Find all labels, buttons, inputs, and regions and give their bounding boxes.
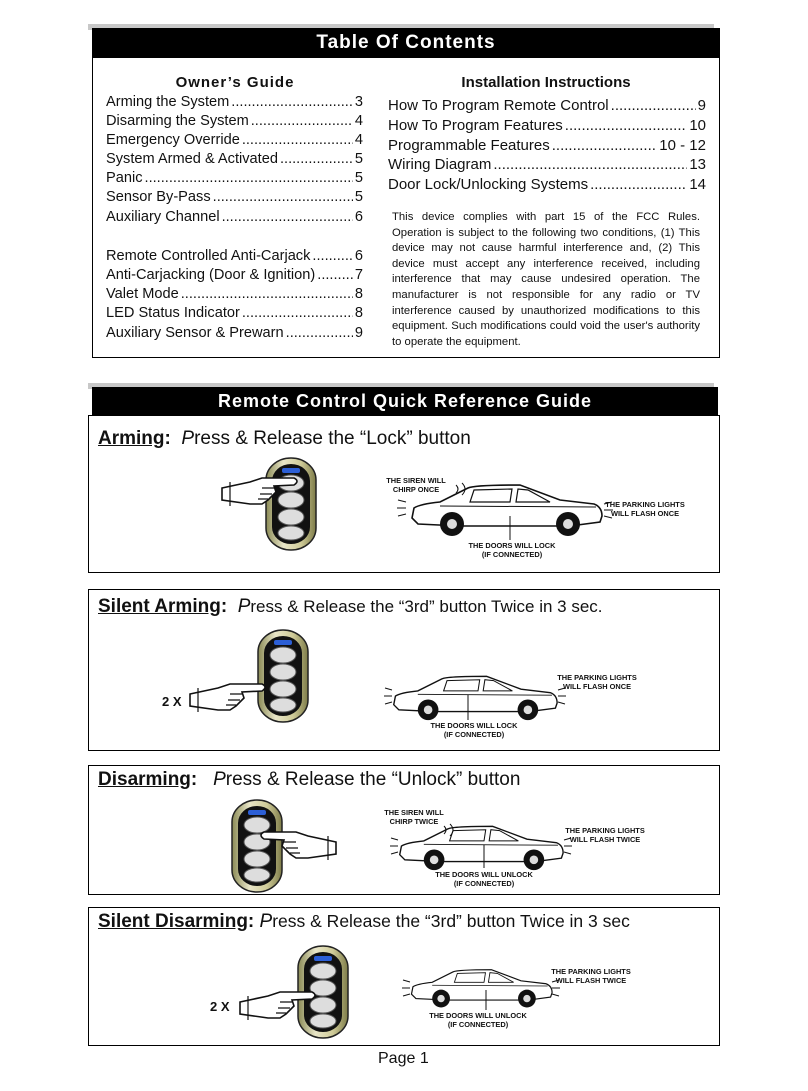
installation-entry-page: 10 - 12 [659,137,706,154]
silent-disarming-lights-caption: THE PARKING LIGHTS WILL FLASH TWICE [551,967,631,985]
silent-disarming-title: Silent Disarming: Press & Release the “3rd” button Twice in 3 sec [98,911,630,932]
arming-italic: P [181,428,195,449]
silent-arming-remote-icon [258,630,308,722]
qr-title: Remote Control Quick Reference Guide [217,391,593,411]
installation-entry-page: 10 [689,117,706,134]
disarming-label: Disarming [98,769,191,790]
silent-disarming-doors-caption: THE DOORS WILL UNLOCK (IF CONNECTED) [429,1011,527,1029]
owners-guide-entry-page: 6 [354,248,363,264]
disarming-siren-caption: THE SIREN WILL CHIRP TWICE [384,808,444,826]
silent-arming-car-icon [384,676,566,720]
installation-entry-label: Wiring Diagram [388,156,492,173]
silent-disarming-car-icon [402,970,560,1010]
owners-guide-entry-page: 4 [354,113,363,129]
arming-label: Arming [98,428,165,449]
arming-title: Arming: Press & Release the “Lock” button [98,428,471,449]
disarming-title: Disarming: Press & Release the “Unlock” button [98,769,521,790]
owners-guide-entry-page: 4 [354,132,363,148]
installation-entry-page: 13 [689,156,706,173]
owners-guide-entry-label: System Armed & Activated [106,151,278,167]
disarming-doors-caption: THE DOORS WILL UNLOCK (IF CONNECTED) [435,870,533,888]
owners-guide-entry-label: Disarming the System [106,113,249,129]
silent-arming-hand-icon [190,684,265,712]
owners-guide-entry-label: Panic [106,170,143,186]
silent-disarming-times: 2 X [210,999,230,1014]
silent-arming-title: Silent Arming: Press & Release the “3rd” button Twice in 3 sec. [98,596,603,617]
installation-entry-page: 14 [689,176,706,193]
fcc-notice: This device complies with part 15 of the FCC Rules. Operation is subject to the following two conditions, (1) This device may not cause harmful interference and, (2) This device must accept any interference received, including interference that may cause undesired operation. The manufacturer is not responsible for any radio or TV interference caused by unauthorized modifications to this equipment. Such modifications could void the user's authority to operate the equipment. [392,211,700,348]
installation-entry-label: How To Program Features [388,117,563,134]
owners-guide-entry-page: 5 [354,189,363,205]
owners-guide-entry-label: Emergency Override [106,132,240,148]
owners-guide-entry-page: 5 [354,170,363,186]
owners-guide-entry-label: Auxiliary Channel [106,209,220,225]
arming-instruction: ress & Release the “Lock” button [194,428,471,449]
disarming-italic: P [213,769,226,790]
owners-guide-entry-label: Auxiliary Sensor & Prewarn [106,325,284,341]
arming-doors-caption: THE DOORS WILL LOCK (IF CONNECTED) [468,541,556,559]
owners-guide-entry-page: 6 [354,209,363,225]
silent-arming-italic: P [237,596,251,617]
installation-entry-label: Door Lock/Unlocking Systems [388,176,589,193]
owners-guide-entry-page: 8 [354,286,363,302]
silent-arming-times: 2 X [162,694,182,709]
silent-arming-lights-caption: THE PARKING LIGHTS WILL FLASH ONCE [557,673,637,691]
disarming-remote-icon [232,800,282,892]
owners-guide-entry-label: Anti-Carjacking (Door & Ignition) [106,267,316,283]
owners-guide-entry-page: 8 [354,305,363,321]
installation-entry-page: 9 [697,97,706,114]
installation-entry-label: How To Program Remote Control [388,97,609,114]
owners-guide-heading: Owner’s Guide [175,74,295,91]
owners-guide-entry-label: LED Status Indicator [106,305,240,321]
silent-arming-doors-caption: THE DOORS WILL LOCK (IF CONNECTED) [430,721,518,739]
disarming-instruction: ress & Release the “Unlock” button [225,769,521,790]
arming-remote-icon [266,458,316,550]
silent-disarming-label: Silent Disarming [98,911,248,932]
owners-guide-entry-label: Valet Mode [106,286,179,302]
arming-lights-caption: THE PARKING LIGHTS WILL FLASH ONCE [605,500,685,518]
disarming-lights-caption: THE PARKING LIGHTS WILL FLASH TWICE [565,826,645,844]
page-number: Page 1 [378,1050,429,1067]
silent-arming-label: Silent Arming [98,596,221,617]
installation-heading: Installation Instructions [461,74,631,91]
owners-guide-entry-page: 3 [354,94,363,110]
owners-guide-entry-label: Remote Controlled Anti-Carjack [106,248,311,264]
owners-guide-entry-page: 9 [354,325,363,341]
owners-guide-entry-page: 5 [354,151,363,167]
silent-disarming-italic: P [259,911,273,932]
arming-siren-caption: THE SIREN WILL CHIRP ONCE [386,476,446,494]
installation-entry-label: Programmable Features [388,137,550,154]
disarming-car-icon [390,824,572,870]
owners-guide-entry-page: 7 [354,267,363,283]
toc-title: Table Of Contents [316,32,496,53]
silent-arming-instruction: ress & Release the “3rd” button Twice in 3 sec. [250,597,603,616]
silent-disarming-instruction: ress & Release the “3rd” button Twice in 3 sec [272,911,630,931]
owners-guide-entry-label: Sensor By-Pass [106,189,211,205]
owners-guide-entry-label: Arming the System [106,94,230,110]
